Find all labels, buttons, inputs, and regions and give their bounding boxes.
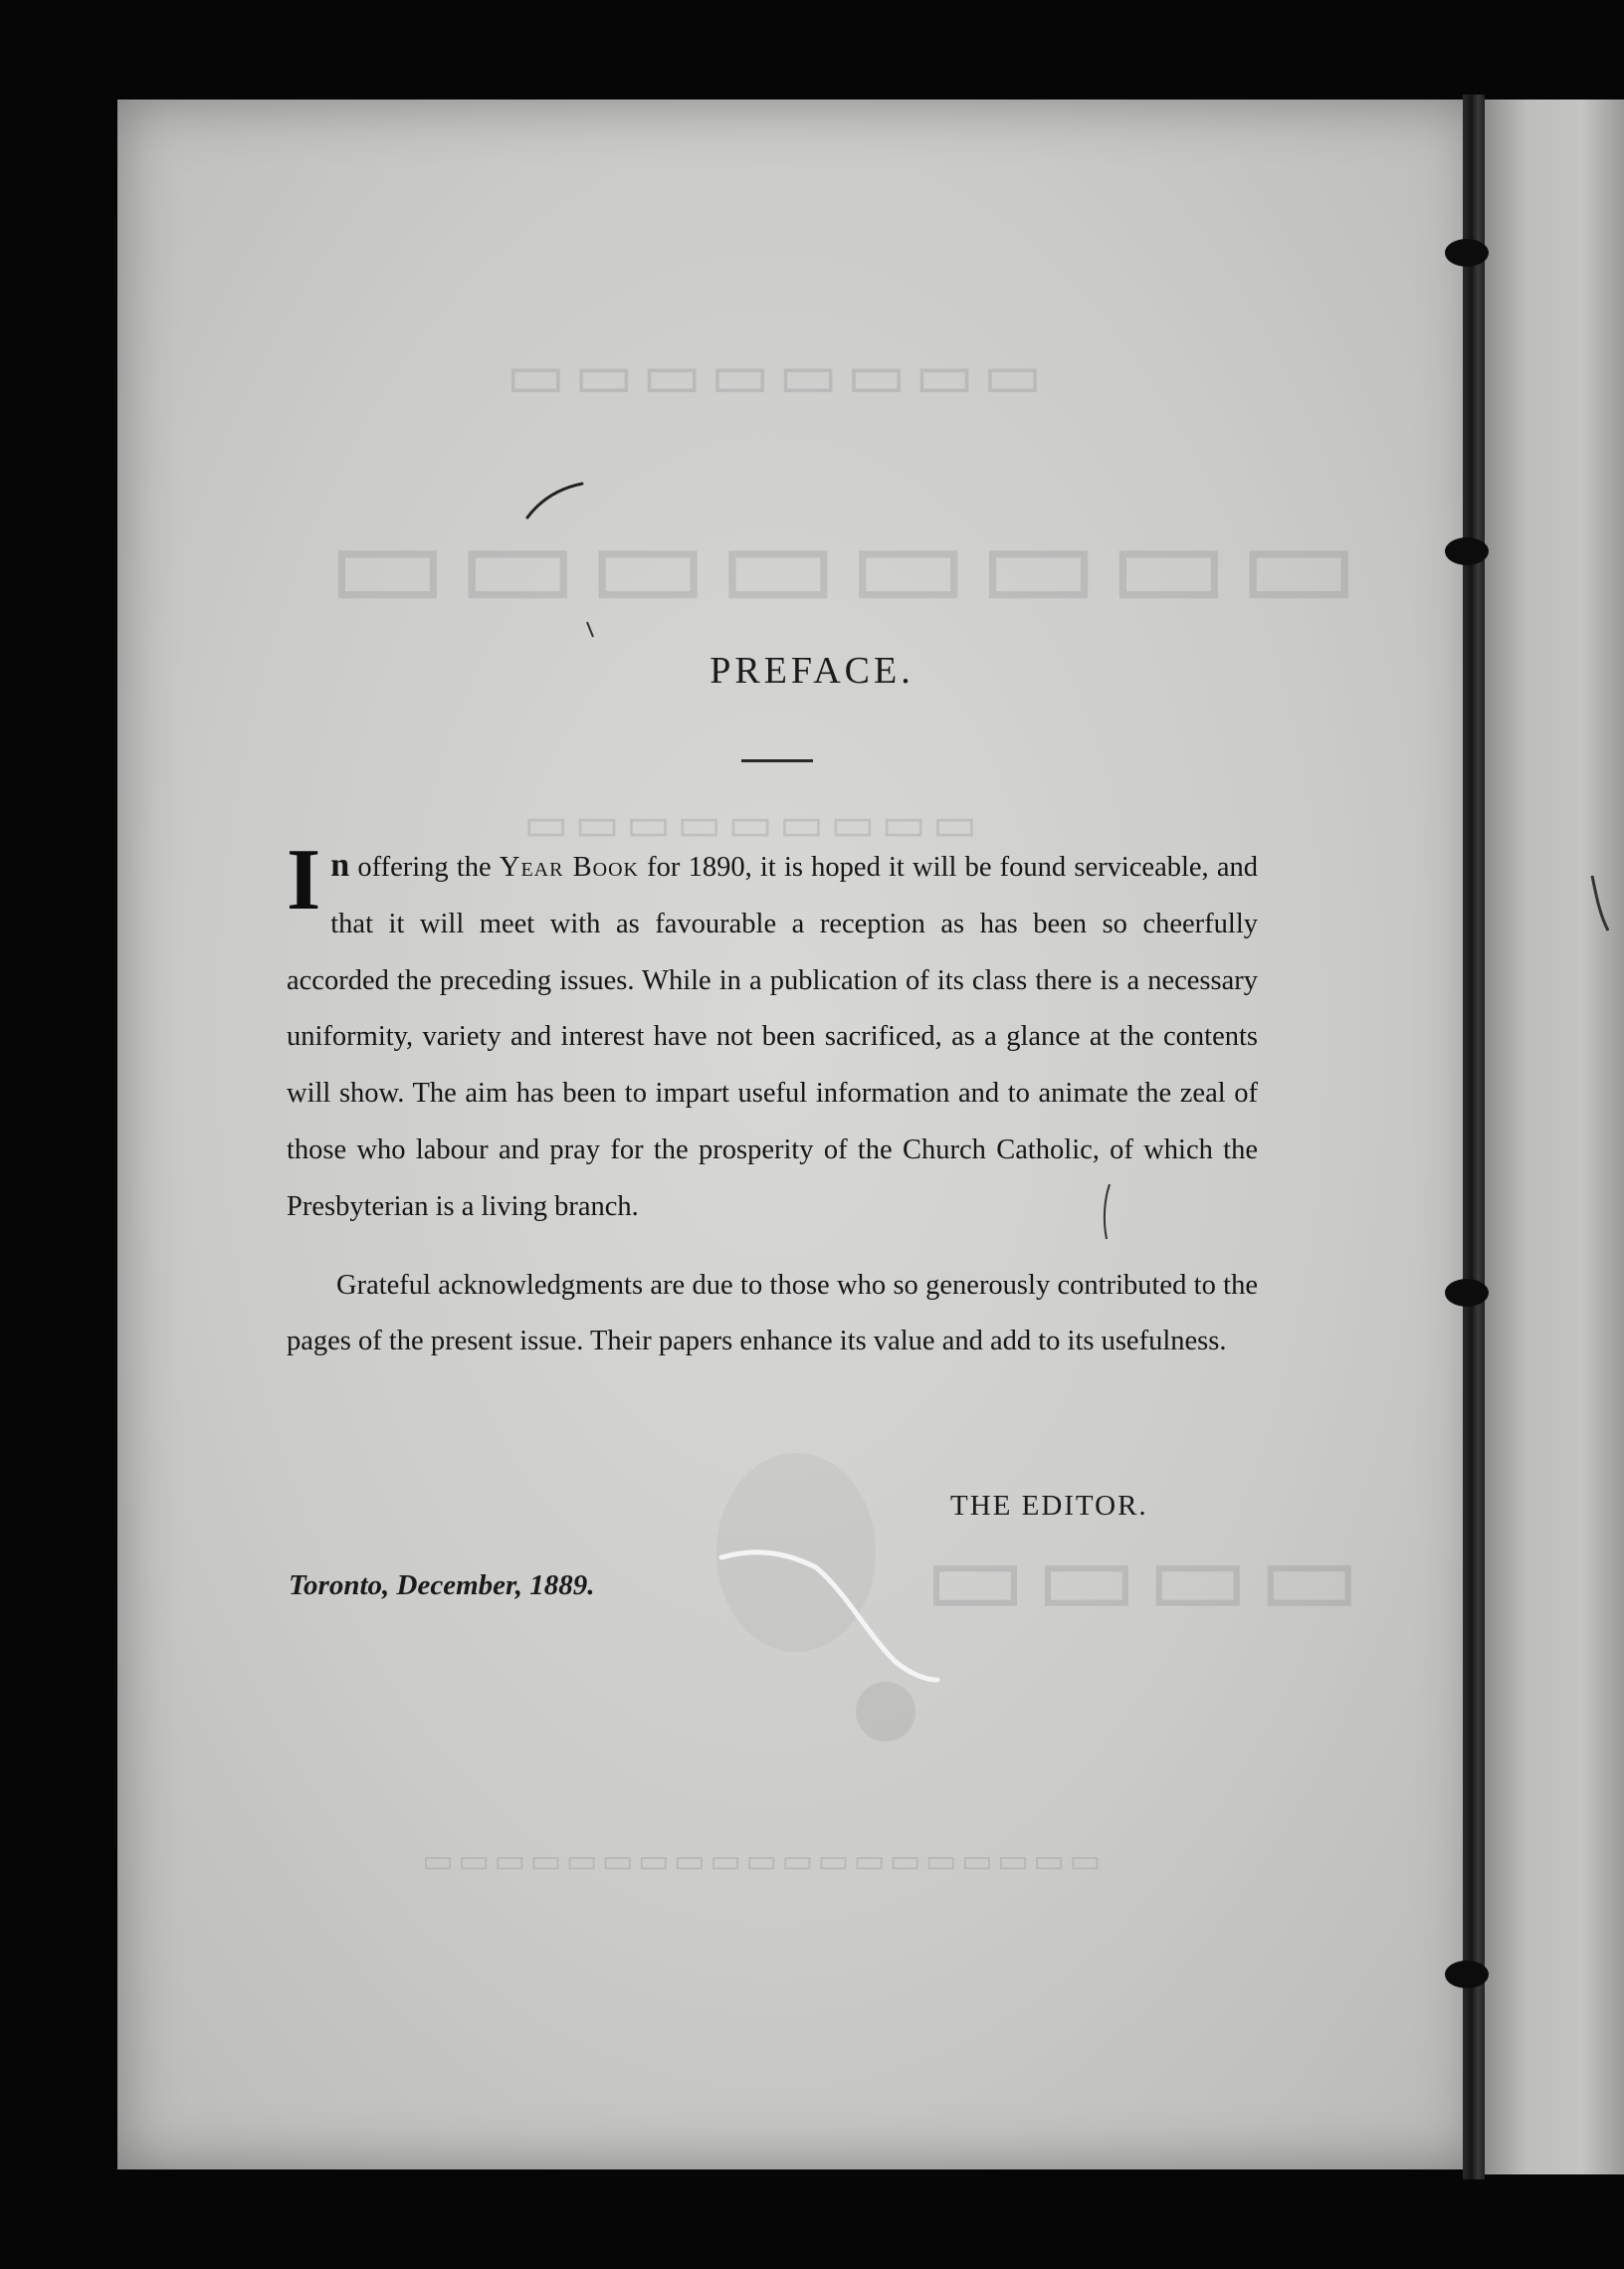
page-stain [856, 1682, 915, 1742]
binding-stitch [1445, 1960, 1489, 1988]
page-title: PREFACE. [710, 650, 914, 692]
year-book-label: Year Book [499, 852, 639, 883]
bleed-through-mark: ▭▭▭▭▭▭▭▭ [498, 339, 1043, 411]
preface-paragraph-2: Grateful acknowledgments are due to those who so generously contributed to the pages of the present issue. Their papers enhance its value and add to its usefulness. [287, 1269, 1258, 1357]
drop-cap: I [287, 832, 321, 928]
page-stain [716, 1453, 876, 1652]
bleed-through-mark: ▭▭▭▭▭▭▭▭▭▭▭▭▭▭▭▭▭▭▭ [418, 1842, 1102, 1880]
bleed-through-mark: ▭▭▭▭▭▭▭▭▭ [517, 798, 978, 851]
bleed-through-mark: ▭▭▭▭▭▭▭▭ [318, 494, 1360, 637]
preface-body [287, 832, 1259, 1370]
facing-page-edge [1485, 100, 1624, 2174]
paragraph-1-lead: offering the [349, 852, 500, 883]
first-word-rest: n [330, 847, 350, 884]
editor-signature: THE EDITOR. [950, 1490, 1148, 1522]
binding-stitch [1445, 1279, 1489, 1307]
dateline: Toronto, December, 1889. [289, 1569, 595, 1601]
bleed-through-mark: ▭▭▭▭ [915, 1517, 1361, 1638]
book-spine [1463, 95, 1485, 2179]
binding-stitch [1445, 239, 1489, 267]
binding-stitch [1445, 537, 1489, 565]
paragraph-1-rest: for 1890, it is hoped it will be found serviceable, and that it will meet with as favourable a reception as has been so cheerfully accorded the preceding issues. While in a publication of its class there is a necessary uniformity, variety and interest have not been sacrificed, as a glance at the contents will show. The aim has been to impart useful information and to animate the zeal of those who labour and pray for the prosperity of the Church Catholic, of which the Presbyterian is a living branch. [287, 852, 1259, 1222]
title-divider [741, 759, 813, 762]
preface-paragraph-1 [287, 832, 1259, 1236]
